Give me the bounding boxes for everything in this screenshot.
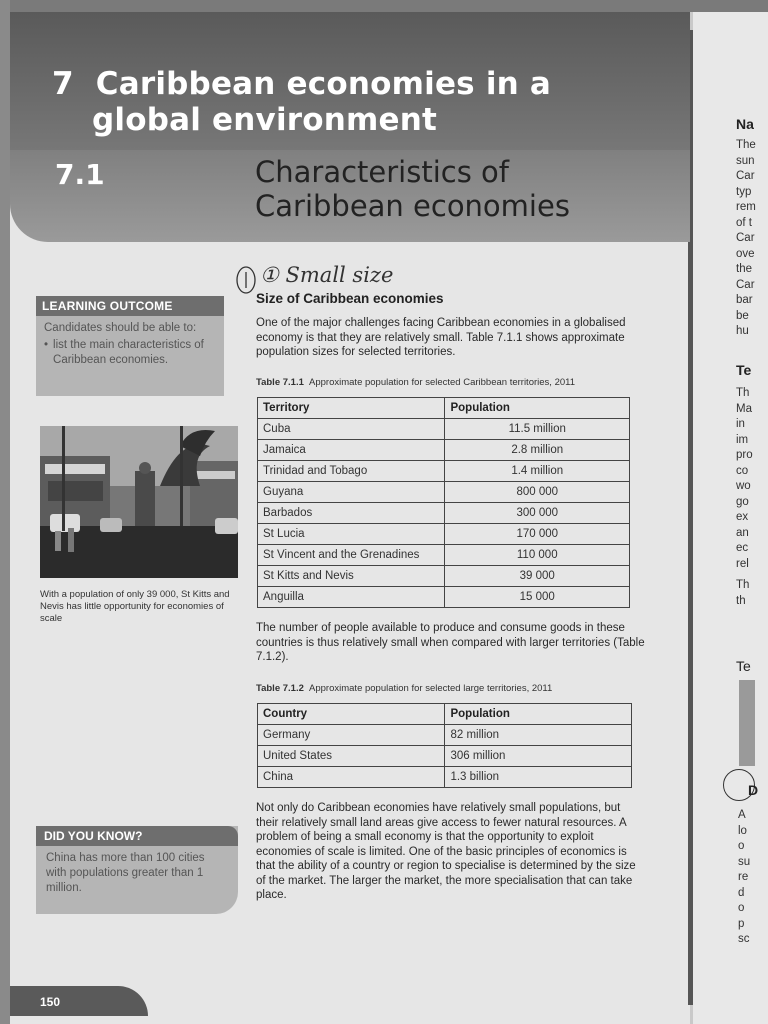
right-text-line: Th bbox=[736, 387, 750, 399]
right-text-line: Th bbox=[736, 579, 750, 591]
right-text-line: go bbox=[736, 495, 749, 508]
right-text-line: sc bbox=[738, 933, 750, 945]
photo-caption: With a population of only 39 000, St Kitts and Nevis has little opportunity for economies of scale bbox=[40, 589, 230, 624]
right-text-line: Car bbox=[736, 278, 755, 291]
chapter-number: 7 bbox=[52, 66, 74, 102]
comparison-paragraph: The number of people available to produce and consume goods in these countries is thus relatively small when compared with larger territories (Table 7.1.2). bbox=[256, 622, 645, 663]
right-text-line: ove bbox=[736, 247, 755, 260]
right-text-block-1 bbox=[736, 138, 756, 340]
caribbean-population-table bbox=[257, 397, 630, 608]
learning-outcome-box bbox=[36, 296, 224, 396]
country-name-cell: United States bbox=[258, 746, 445, 767]
right-text-line: su bbox=[738, 855, 751, 868]
table1-caption bbox=[256, 377, 575, 388]
table2-caption-label: Table 7.1.2 bbox=[256, 683, 304, 694]
right-text-line: p bbox=[738, 917, 745, 930]
table2-header-population: Population bbox=[445, 704, 632, 725]
territory-population-cell: 300 000 bbox=[445, 503, 630, 524]
right-text-line: in bbox=[736, 418, 745, 430]
intro-paragraph: One of the major challenges facing Caribbean economies in a globalised economy is that they are relatively small. Table 7.1.1 shows approximate population sizes for selected territories. bbox=[256, 317, 626, 358]
territory-name-cell: Jamaica bbox=[258, 440, 445, 461]
territory-population-cell: 39 000 bbox=[445, 566, 630, 587]
right-text-line: the bbox=[736, 263, 752, 275]
right-text-line: bar bbox=[736, 294, 753, 306]
territory-population-cell: 110 000 bbox=[445, 545, 630, 566]
right-text-block-4 bbox=[738, 808, 750, 948]
right-text-line: o bbox=[738, 902, 745, 914]
table-row bbox=[258, 482, 630, 503]
right-text-line: rel bbox=[736, 557, 749, 570]
handwritten-note: ① Small size bbox=[260, 263, 394, 287]
table-row bbox=[258, 545, 630, 566]
chapter-title-line1: Caribbean economies in a bbox=[95, 66, 552, 102]
right-text-line: The bbox=[736, 139, 756, 151]
table1-caption-label: Table 7.1.1 bbox=[256, 377, 304, 388]
territory-population-cell: 1.4 million bbox=[445, 461, 630, 482]
right-text-line: Car bbox=[736, 170, 755, 182]
table-row bbox=[258, 503, 630, 524]
chapter-title bbox=[52, 66, 672, 138]
table-row bbox=[258, 725, 632, 746]
scan-edge bbox=[0, 0, 10, 1024]
territory-name-cell: Trinidad and Tobago bbox=[258, 461, 445, 482]
section-number: 7.1 bbox=[55, 158, 105, 191]
table-row bbox=[258, 587, 630, 608]
territory-population-cell: 800 000 bbox=[445, 482, 630, 503]
territory-population-cell: 2.8 million bbox=[445, 440, 630, 461]
country-name-cell: Germany bbox=[258, 725, 445, 746]
right-text-line: pro bbox=[736, 449, 753, 461]
right-text-line: Car bbox=[736, 232, 755, 244]
table-row bbox=[258, 524, 630, 545]
table2-caption-text: Approximate population for selected large territories, 2011 bbox=[309, 683, 553, 694]
country-name-cell: China bbox=[258, 767, 445, 788]
right-heading-2: Te bbox=[736, 362, 752, 378]
section-title-line2: Caribbean economies bbox=[255, 189, 570, 223]
territory-name-cell: St Kitts and Nevis bbox=[258, 566, 445, 587]
territory-name-cell: Cuba bbox=[258, 419, 445, 440]
right-text-line: typ bbox=[736, 185, 752, 198]
territory-name-cell: St Vincent and the Grenadines bbox=[258, 545, 445, 566]
territory-name-cell: Guyana bbox=[258, 482, 445, 503]
table2-header-country: Country bbox=[258, 704, 445, 725]
right-text-line: Ma bbox=[736, 402, 752, 415]
territory-population-cell: 11.5 million bbox=[445, 419, 630, 440]
page-number: 150 bbox=[40, 995, 61, 1009]
table-row bbox=[258, 566, 630, 587]
did-you-know-text: China has more than 100 cities with populations greater than 1 million. bbox=[46, 852, 205, 894]
territory-population-cell: 170 000 bbox=[445, 524, 630, 545]
right-text-line: sun bbox=[736, 154, 755, 167]
table1-caption-text: Approximate population for selected Caribbean territories, 2011 bbox=[309, 377, 575, 388]
right-text-line: o bbox=[738, 840, 745, 852]
right-text-line: wo bbox=[736, 480, 751, 492]
did-you-know-heading: DID YOU KNOW? bbox=[36, 826, 238, 846]
right-text-line: ex bbox=[736, 511, 749, 523]
right-text-line: re bbox=[738, 871, 749, 883]
right-text-line: th bbox=[736, 594, 746, 607]
right-text-line: of t bbox=[736, 216, 752, 229]
right-heading-4: D bbox=[748, 782, 759, 798]
right-text-line: A bbox=[738, 809, 746, 821]
table-row bbox=[258, 767, 632, 788]
section-title-line1: Characteristics of bbox=[255, 155, 509, 189]
table1-header-population: Population bbox=[445, 398, 630, 419]
bullet-icon: • bbox=[44, 339, 49, 351]
right-text-line: lo bbox=[738, 824, 747, 837]
chapter-title-line2: global environment bbox=[92, 102, 438, 138]
country-population-cell: 1.3 billion bbox=[445, 767, 632, 788]
right-text-line: be bbox=[736, 309, 749, 322]
street-scene-photo bbox=[40, 426, 238, 578]
learning-outcome-bullet: list the main characteristics of Caribbean economies. bbox=[53, 339, 204, 366]
territory-name-cell: Anguilla bbox=[258, 587, 445, 608]
size-subheading: Size of Caribbean economies bbox=[256, 291, 444, 306]
right-heading-1: Na bbox=[736, 116, 754, 132]
large-territories-population-table bbox=[257, 703, 632, 788]
table2-caption bbox=[256, 683, 552, 694]
right-text-line: an bbox=[736, 526, 749, 539]
right-text-line: co bbox=[736, 464, 749, 477]
right-text-block-2 bbox=[736, 386, 753, 572]
right-text-line: ec bbox=[736, 542, 749, 554]
territory-population-cell: 15 000 bbox=[445, 587, 630, 608]
right-text-block-3 bbox=[736, 578, 749, 609]
right-text-line: hu bbox=[736, 325, 749, 337]
right-text-line: im bbox=[736, 433, 749, 446]
did-you-know-box bbox=[36, 826, 238, 914]
country-population-cell: 82 million bbox=[445, 725, 632, 746]
table1-header-territory: Territory bbox=[258, 398, 445, 419]
right-text-line: d bbox=[738, 886, 745, 899]
book-page-right bbox=[693, 12, 768, 1024]
learning-outcome-intro: Candidates should be able to: bbox=[44, 322, 197, 334]
section-title bbox=[255, 155, 685, 223]
right-image-fragment bbox=[739, 680, 755, 766]
territory-name-cell: St Lucia bbox=[258, 524, 445, 545]
scan-background bbox=[0, 0, 768, 12]
page-number-tab bbox=[10, 986, 148, 1016]
table-row bbox=[258, 440, 630, 461]
economies-of-scale-paragraph: Not only do Caribbean economies have relatively small populations, but their relatively small land areas give access to fewer natural resources. A problem of being a small economy is that the opportunity to exploit economies of scale is limited. One of the basic principles of economics is that the ability of a country or region to specialise is determined by the size of the market. The larger the market, the more specialisation that can take place. bbox=[256, 802, 636, 901]
right-text-line: rem bbox=[736, 201, 756, 213]
table-row bbox=[258, 746, 632, 767]
right-heading-3: Te bbox=[736, 658, 751, 674]
table-row bbox=[258, 461, 630, 482]
table-row bbox=[258, 419, 630, 440]
territory-name-cell: Barbados bbox=[258, 503, 445, 524]
country-population-cell: 306 million bbox=[445, 746, 632, 767]
learning-outcome-heading: LEARNING OUTCOME bbox=[36, 296, 224, 316]
